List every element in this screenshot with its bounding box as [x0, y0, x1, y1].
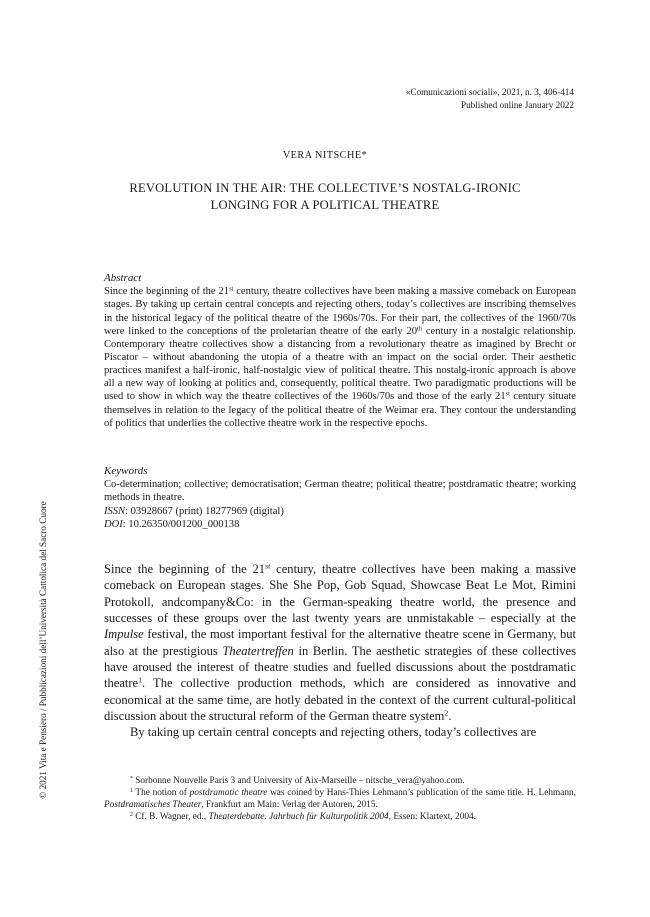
footnote-author: * Sorbonne Nouvelle Paris 3 and University of Aix-Marseille – nitsche_vera@yahoo.com.: [130, 775, 465, 786]
footnote-1: $^1$ The notion of postdramatic theatre was coined by Hans-Thies Lehmann’s publication of the same title. H. Lehmann, Postdramatisches Theater, Frankfurt am Main: Verlag der Autoren, 2015.: [104, 787, 576, 810]
body-paragraph-2: By taking up certain central concepts and rejecting others, today’s collectives are: [130, 725, 537, 740]
published-date: Published online January 2022: [460, 100, 574, 110]
title-line: REVOLUTION IN THE AIR: THE COLLECTIVE’S NOSTALG-IRONIC: [129, 181, 521, 195]
body-paragraph-1: Since the beginning of the 21st century, theatre collectives have been making a massive comeback on European stages. She She Pop, Gob Squad, Showcase Beat Le Mot, Rimini Protokoll, andcompany&Co: in the German-speaking theatre world, the presence and successes of these groups over the last twenty years are unmistakable – especially at the Impulse festival, the most important festival for the alternative theatre scene in Germany, but also at the prestigious Theatertreffen in Berlin. The aesthetic strategies of these collectives have aroused the interest of theatre studies and fuelled discussions about the postdramatic theatre$^1$. The collective production methods, which are considered as innovative and economical at the same time, are hotly debated in the context of the current cultural-political discussion about the structural reform of the German theatre system$^2$.: [104, 561, 576, 724]
issn-line: [104, 505, 576, 518]
doi-label: DOI: [104, 518, 123, 530]
author-name: VERA NITSCHE*: [282, 150, 368, 161]
journal-citation: «Comunicazioni sociali», 2021, n. 3, 406-414: [405, 87, 574, 97]
abstract-heading: Abstract: [104, 272, 142, 284]
abstract-text: Since the beginning of the 21st century, theatre collectives have been making a massive comeback on European stages. By taking up certain central concepts and rejecting others, today’s collectives are inscribing themselves in the historical legacy of the political theatre of the 1960s/70s. For their part, the collectives of the 1960/70s were linked to the conceptions of the proletarian theatre of the early 20th century in a nostalgic relationship. Contemporary theatre collectives show a distancing from a revolutionary theatre as imagined by Brecht or Piscator – without abandoning the utopia of a theatre with an impact on the social order. Their aesthetic practices manifest a half-ironic, half-nostalgic view of political theatre. This nostalg-ironic approach is above all a new way of looking at politics and, consequently, political theatre. Two paradigmatic productions will be used to show in which way the theatre collectives of the 1960s/70s and those of the early 21st century situate themselves in relation to the legacy of the political theatre of the Weimar era. They contour the understanding of politics that underlies the collective theatre work in the respective epochs.: [104, 285, 577, 429]
title-line: LONGING FOR A POLITICAL THEATRE: [210, 198, 440, 212]
keywords-heading: Keywords: [104, 465, 148, 477]
keywords-section: [104, 465, 576, 531]
article-title: [110, 180, 540, 214]
doi-value: : 10.26350/001200_000138: [122, 518, 240, 530]
keywords-list: Co-determination; collective; democratisation; German theatre; political theatre; postdramatic theatre; working methods in theatre.: [104, 479, 576, 504]
copyright-sidebar: © 2021 Vita e Pensiero / Pubblicazioni dell’Università Cattolica del Sacro Cuore: [38, 501, 48, 799]
doi-line: [104, 518, 576, 531]
journal-meta: [406, 86, 574, 112]
issn-value: : 03928667 (print) 18277969 (digital): [125, 505, 284, 517]
footnotes: [104, 775, 576, 823]
footnote-ref-1[interactable]: 1: [138, 676, 143, 686]
footnote-2: $^2$ Cf. B. Wagner, ed., Theaterdebatte. Jahrbuch für Kulturpolitik 2004, Essen: Klartext, 2004.: [130, 811, 476, 822]
issn-label: ISSN: [104, 505, 126, 517]
footnote-ref-2[interactable]: 2: [444, 708, 449, 718]
abstract-section: [104, 272, 576, 430]
article-body: [104, 561, 576, 741]
